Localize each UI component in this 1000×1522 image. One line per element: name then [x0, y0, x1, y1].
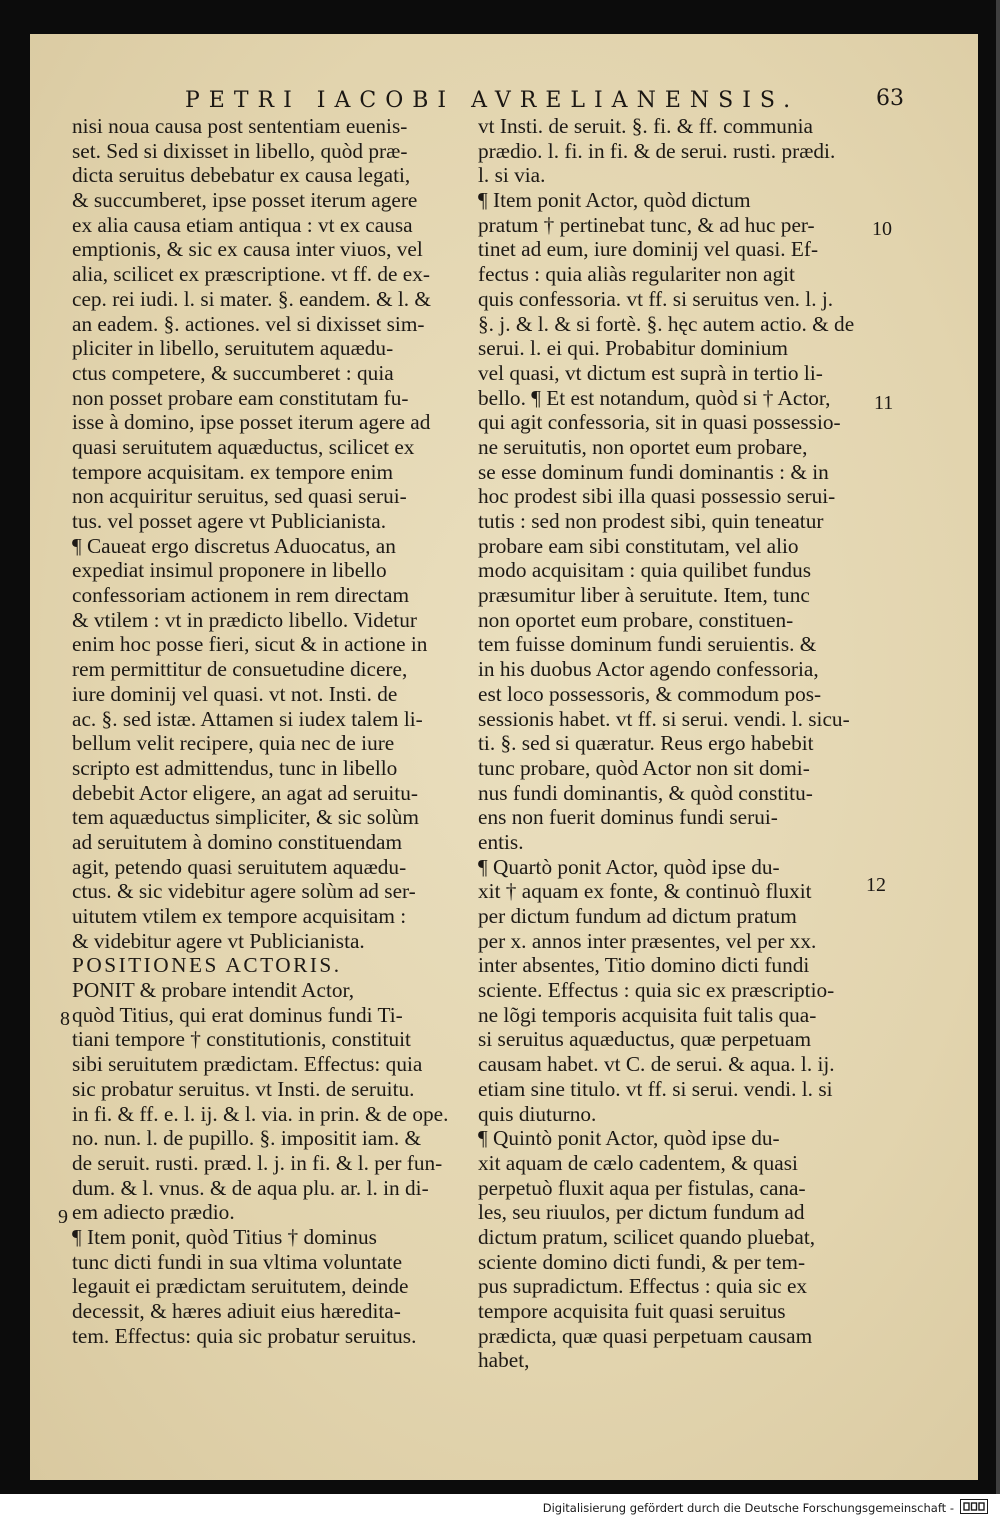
left-column-line: ex alia causa etiam antiqua : vt ex causa — [72, 212, 413, 237]
left-column — [72, 114, 462, 1348]
right-column-line: ne seruitutis, non oportet eum probare, — [478, 434, 808, 459]
left-column-line: tunc dicti fundi in sua vltima voluntate — [72, 1249, 403, 1274]
right-column-line: est loco possessoris, & commodum pos- — [478, 681, 822, 706]
left-column-line: expediat insimul proponere in libello — [72, 558, 387, 583]
left-column-line: dum. & l. vnus. & de aqua plu. ar. l. in di- — [72, 1175, 429, 1200]
right-column-line: pus supradictum. Effectus : quia sic ex — [478, 1274, 808, 1299]
left-column-line: rem permittitur de consuetudine dicere, — [72, 657, 408, 682]
left-column-line: decessit, & hæres adiuit eius hæredita- — [72, 1299, 401, 1323]
right-column-line: se esse dominum fundi dominantis : & in — [478, 459, 829, 484]
right-column-line: habet, — [478, 1348, 530, 1373]
right-column-line: si seruitus aquæductus, quæ perpetuam — [478, 1027, 812, 1052]
right-column-line: sessionis habet. vt ff. si serui. vendi. l. sicu- — [478, 706, 850, 731]
left-column-line: & videbitur agere vt Publicianista. — [72, 928, 365, 953]
right-column-line: prædio. l. fi. in fi. & de serui. rusti. prædi. — [478, 138, 836, 163]
right-column-line: ne lõgi temporis acquisita fuit talis qua- — [478, 1002, 817, 1027]
left-column-line: em adiecto prædio. — [72, 1200, 235, 1225]
right-column-line: ¶ Quartò ponit Actor, quòd ipse du- — [478, 854, 780, 879]
right-column-line: qui agit confessoria, sit in quasi possessio- — [478, 410, 841, 435]
right-column-line: vel quasi, vt dictum est suprà in tertio li- — [478, 360, 823, 385]
left-column-line: POSITIONES ACTORIS. — [72, 953, 342, 978]
right-column-line: vt Insti. de seruit. §. fi. & ff. communia — [478, 114, 813, 138]
left-column-line: PONIT & probare intendit Actor, — [72, 978, 355, 1003]
left-column-line: sic probatur seruitus. vt Insti. de seruitu. — [72, 1076, 415, 1101]
dfg-logo-icon — [960, 1499, 988, 1514]
left-column-line: non posset probare eam constitutam fu- — [72, 385, 409, 410]
left-column-line: cep. rei iudi. l. si mater. §. eandem. & l. & — [72, 286, 431, 311]
left-column-line: ctus. & sic videbitur agere solùm ad ser- — [72, 879, 416, 904]
left-column-line: de seruit. rusti. præd. l. j. in fi. & l. per fun- — [72, 1150, 443, 1175]
left-column-line: tiani tempore † constitutionis, constituit — [72, 1027, 411, 1052]
left-column-line: & vtilem : vt in prædicto libello. Videtur — [72, 607, 417, 632]
left-column-line: ¶ Item ponit, quòd Titius † dominus — [72, 1224, 377, 1249]
right-column-line: sciente domino dicti fundi, & per tem- — [478, 1249, 806, 1274]
left-column-line: scripto est admittendus, tunc in libello — [72, 755, 398, 780]
left-column-line: agit, petendo quasi seruitutem aquædu- — [72, 854, 407, 879]
left-column-line: set. Sed si dixisset in libello, quòd præ- — [72, 138, 408, 163]
right-column-line: §. j. & l. & si fortè. §. hęc autem actio. & de — [478, 311, 855, 336]
right-column-line: xit † aquam ex fonte, & continuò fluxit — [478, 879, 812, 904]
left-column-line: ad seruitutem à domino constituendam — [72, 829, 403, 854]
right-column — [478, 114, 868, 1373]
right-column-line: per x. annos inter præsentes, vel per xx. — [478, 928, 817, 953]
right-column-line: tutis : sed non prodest sibi, quin teneatur — [478, 509, 824, 533]
left-column-line: tem aquæductus simpliciter, & sic solùm — [72, 805, 419, 830]
right-column-line: pratum † pertinebat tunc, & ad huc per- — [478, 212, 815, 237]
left-column-line: an eadem. §. actiones. vel si dixisset sim- — [72, 311, 425, 336]
right-column-line: perpetuò fluxit aqua per fistulas, cana- — [478, 1175, 806, 1200]
left-column-line: dicta seruitus debebatur ex causa legati, — [72, 163, 411, 188]
right-column-line: tem fuisse dominum fundi seruientis. & — [478, 632, 817, 657]
right-column-line: inter absentes, Titio domino dicti fundi — [478, 953, 810, 978]
margin-number-8: 8 — [60, 1008, 70, 1030]
footer-credit: Digitalisierung gefördert durch die Deutsche Forschungsgemeinschaft - — [542, 1501, 954, 1515]
left-column-line: in fi. & ff. e. l. ij. & l. via. in prin. & de ope. — [72, 1101, 449, 1126]
right-column-line: nus fundi dominantis, & quòd constitu- — [478, 780, 813, 805]
right-column-line: sciente. Effectus : quia sic ex præscriptio- — [478, 978, 835, 1003]
right-column-line: etiam sine titulo. vt ff. si serui. vendi. l. si — [478, 1076, 833, 1101]
margin-number-11: 11 — [874, 392, 894, 414]
right-column-line: non oportet eum probare, constituen- — [478, 607, 794, 632]
left-column-line: pliciter in libello, seruitutem aquædu- — [72, 336, 394, 361]
right-column-line: les, seu riuulos, per dictum fundum ad — [478, 1200, 805, 1225]
right-column-line: entis. — [478, 829, 524, 854]
left-column-line: emptionis, & sic ex causa inter viuos, vel — [72, 237, 423, 262]
right-column-line: l. si via. — [478, 163, 546, 188]
left-column-line: quasi seruitutem aquæductus, scilicet ex — [72, 434, 415, 459]
left-column-line: nisi noua causa post sententiam euenis- — [72, 114, 408, 138]
left-column-line: enim hoc posse fieri, sicut & in actione in — [72, 632, 428, 657]
left-column-line: isse à domino, ipse posset iterum agere ad — [72, 410, 431, 435]
folio-number: 63 — [876, 86, 904, 111]
right-column-line: xit aquam de cælo cadentem, & quasi — [478, 1150, 798, 1175]
right-column-line: præsumitur liber à seruitute. Item, tunc — [478, 583, 810, 608]
right-column-line: ens non fuerit dominus fundi serui- — [478, 805, 778, 830]
right-column-line: causam habet. vt C. de serui. & aqua. l. ij. — [478, 1052, 835, 1077]
right-column-line: tinet ad eum, iure dominij vel quasi. Ef- — [478, 237, 819, 262]
left-column-line: uitutem vtilem ex tempore acquisitam : — [72, 904, 407, 928]
left-column-line: quòd Titius, qui erat dominus fundi Ti- — [72, 1002, 403, 1027]
margin-number-12: 12 — [866, 874, 886, 896]
right-column-line: bello. ¶ Et est notandum, quòd si † Actor, — [478, 385, 831, 410]
margin-number-9: 9 — [58, 1206, 68, 1228]
right-column-line: tunc probare, quòd Actor non sit domi- — [478, 755, 810, 780]
left-column-line: alia, scilicet ex præscriptione. vt ff. de ex- — [72, 262, 430, 287]
right-column-line: per dictum fundum ad dictum pratum — [478, 904, 797, 928]
left-column-line: debebit Actor eligere, an agat ad seruitu- — [72, 780, 418, 805]
left-column-line: bellum velit recipere, quia nec de iure — [72, 731, 395, 756]
right-column-line: fectus : quia aliàs regulariter non agit — [478, 262, 795, 287]
left-column-line: tus. vel posset agere vt Publicianista. — [72, 509, 387, 533]
left-column-line: & succumberet, ipse posset iterum agere — [72, 188, 418, 213]
left-column-line: ¶ Caueat ergo discretus Aduocatus, an — [72, 533, 396, 558]
left-column-line: ac. §. sed istæ. Attamen si iudex talem li- — [72, 706, 423, 731]
right-column-line: hoc prodest sibi illa quasi possessio serui- — [478, 484, 836, 509]
left-column-line: legauit ei prædictam seruitutem, deinde — [72, 1274, 409, 1299]
right-column-line: prædicta, quæ quasi perpetuam causam — [478, 1323, 813, 1348]
right-column-line: modo acquisitam : quia quilibet fundus — [478, 558, 812, 583]
left-column-line: tem. Effectus: quia sic probatur seruitus. — [72, 1323, 417, 1348]
right-column-line: serui. l. ei qui. Probabitur dominium — [478, 336, 788, 361]
right-column-line: probare eam sibi constitutam, vel alio — [478, 533, 799, 558]
right-column-line: dictum pratum, scilicet quando pluebat, — [478, 1224, 816, 1249]
right-column-line: in his duobus Actor agendo confessoria, — [478, 657, 819, 682]
left-column-line: sibi seruitutem prædictam. Effectus: quia — [72, 1052, 423, 1077]
left-column-line: confessoriam actionem in rem directam — [72, 583, 410, 608]
right-column-line: ¶ Quintò ponit Actor, quòd ipse du- — [478, 1126, 780, 1151]
running-head: PETRI IACOBI AVRELIANENSIS. — [185, 88, 800, 113]
left-column-line: iure dominij vel quasi. vt not. Insti. de — [72, 681, 398, 706]
left-column-line: ctus competere, & succumberet : quia — [72, 360, 394, 385]
left-column-line: no. nun. l. de pupillo. §. impositit iam. & — [72, 1126, 422, 1151]
left-column-line: non acquiritur seruitus, sed quasi serui- — [72, 484, 407, 509]
left-column-line: tempore acquisitam. ex tempore enim — [72, 459, 394, 484]
right-column-line: tempore acquisita fuit quasi seruitus — [478, 1299, 786, 1323]
right-column-line: quis diuturno. — [478, 1101, 597, 1126]
right-column-line: ti. §. sed si quæratur. Reus ergo habebit — [478, 731, 814, 756]
margin-number-10: 10 — [872, 218, 892, 240]
right-column-line: ¶ Item ponit Actor, quòd dictum — [478, 188, 751, 213]
right-column-line: quis confessoria. vt ff. si seruitus ven. l. j. — [478, 286, 834, 311]
